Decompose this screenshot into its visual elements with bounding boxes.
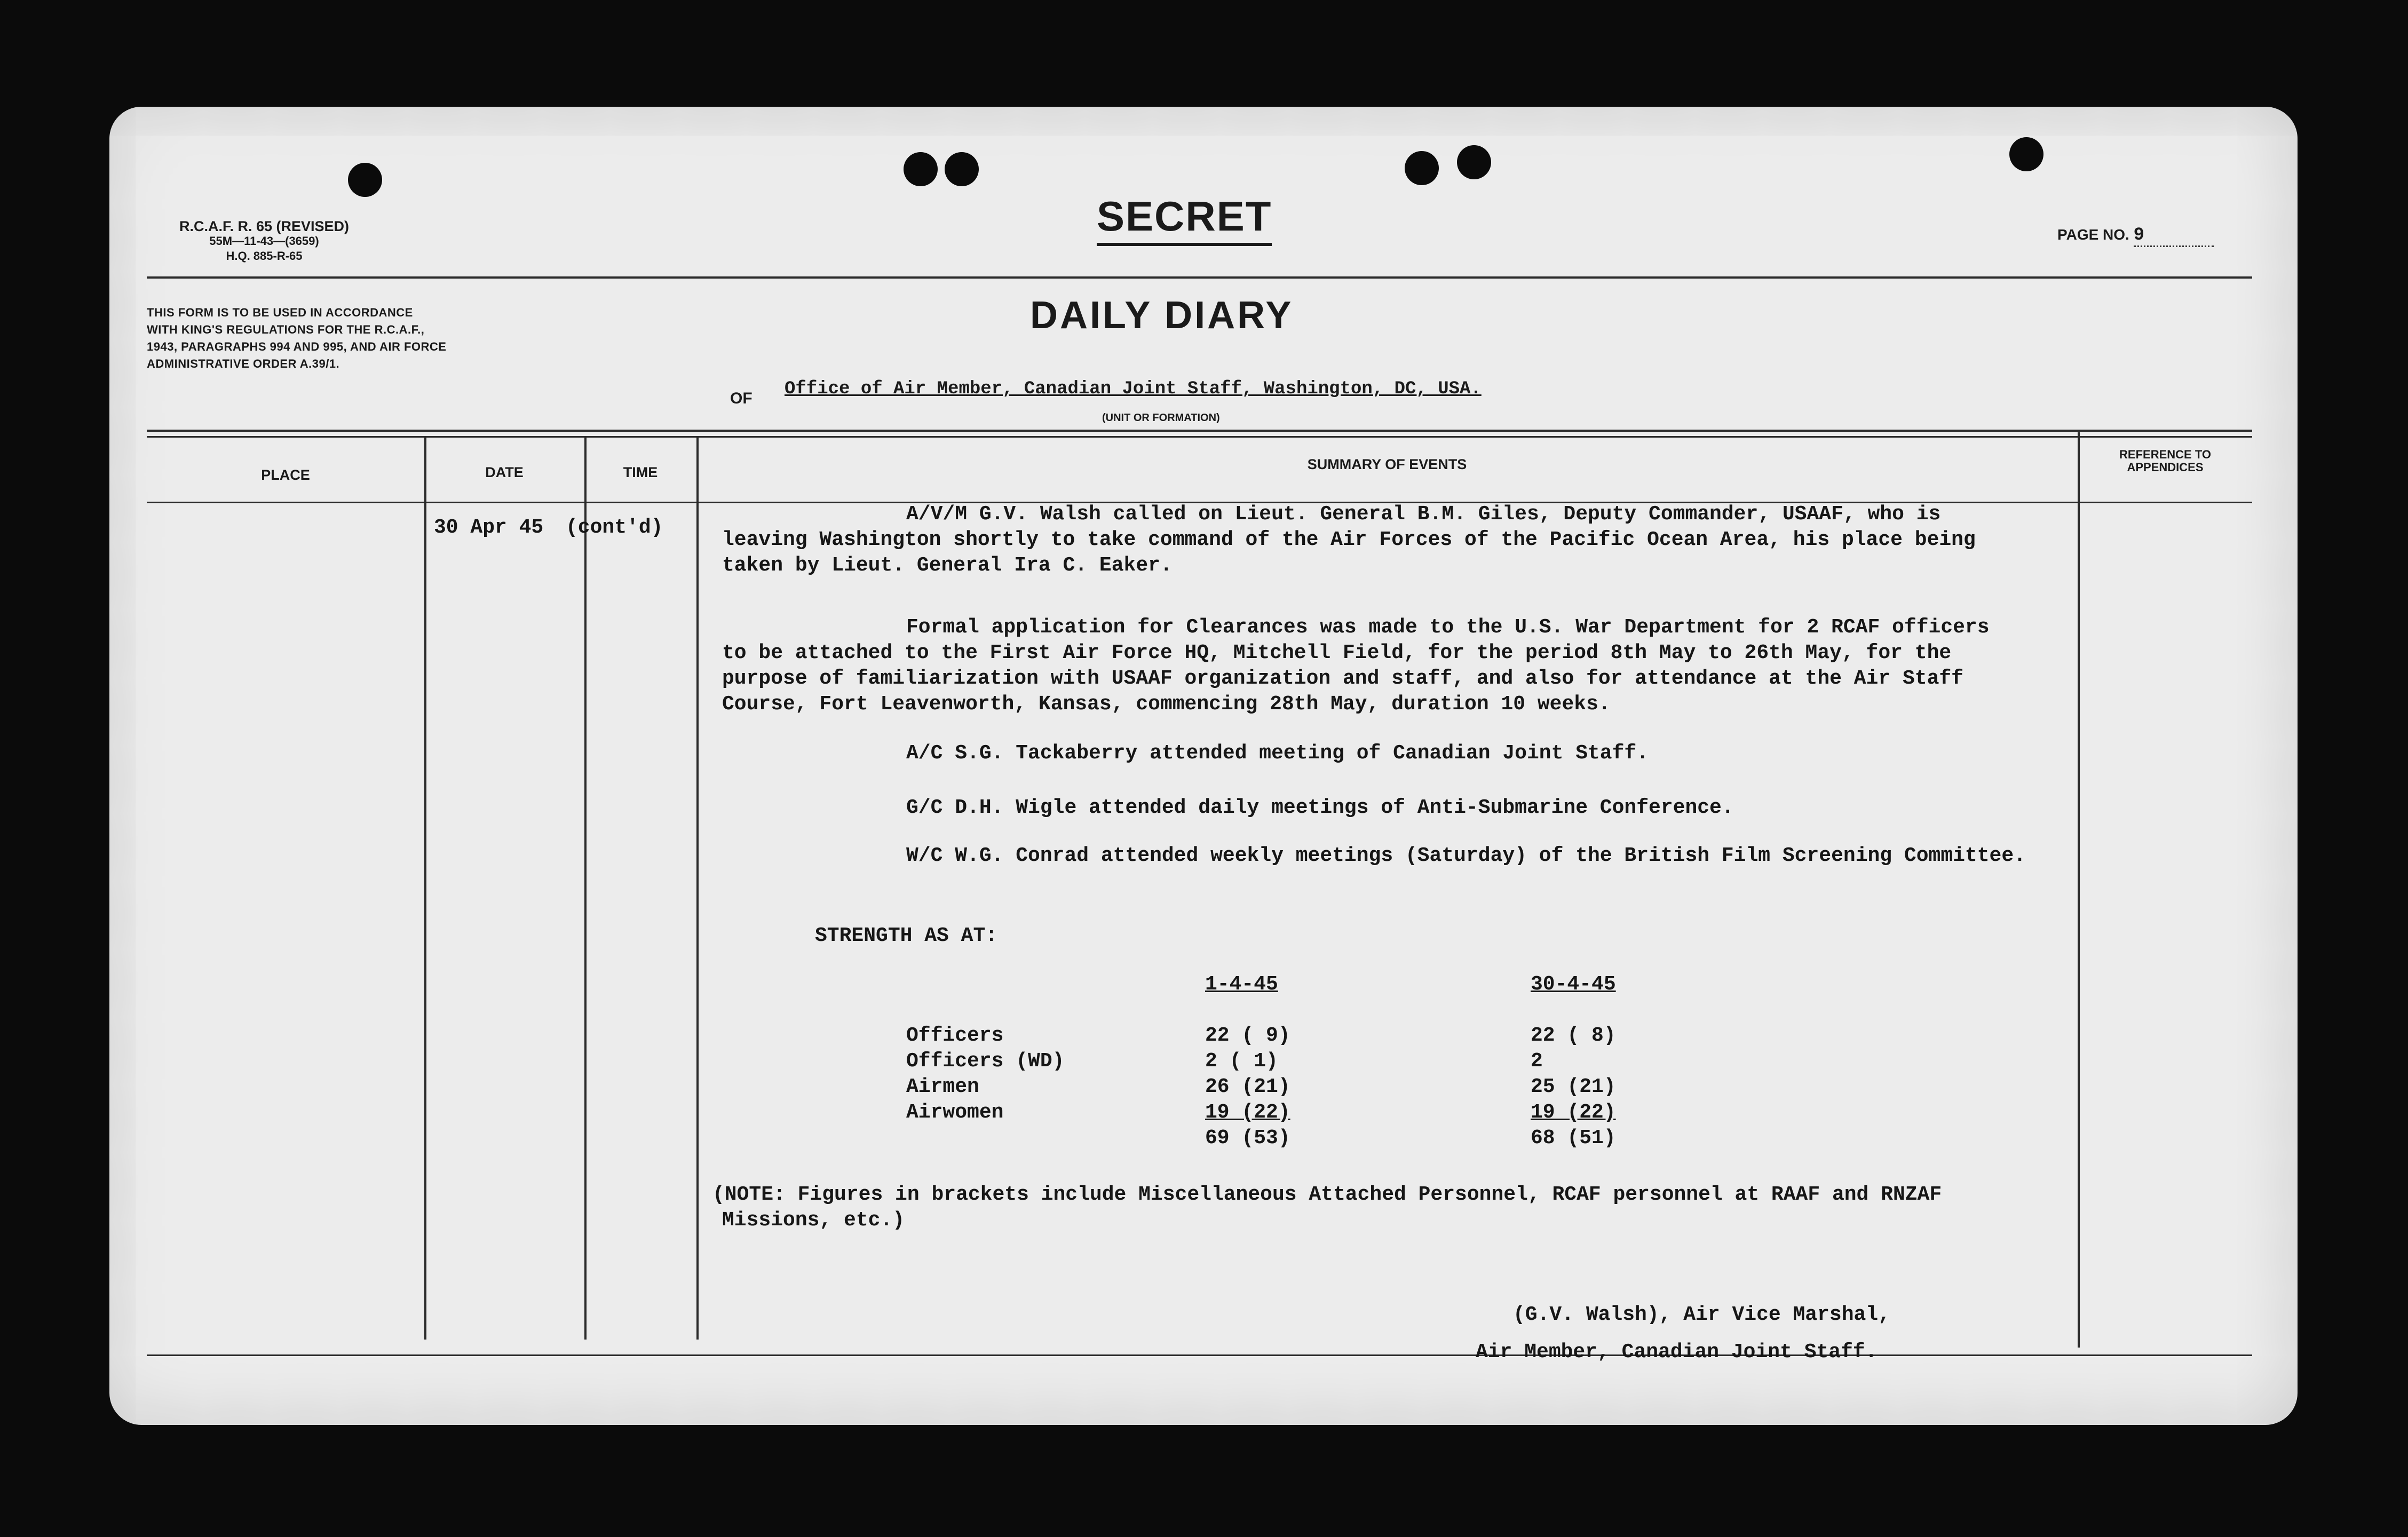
event-paragraph xyxy=(722,615,2088,717)
page-number-field xyxy=(2057,225,2214,247)
event-paragraph xyxy=(722,502,2088,579)
unit-name: Office of Air Member, Canadian Joint Staff, Washington, DC, USA. xyxy=(785,379,1482,399)
punch-hole xyxy=(2009,137,2043,171)
event-line: to be attached to the First Air Force HQ, Mitchell Field, for the period 8th May to 26th May, for the xyxy=(722,641,1952,664)
diary-title: DAILY DIARY xyxy=(1030,294,1294,337)
table-row xyxy=(906,1099,1616,1125)
regulations-line: WITH KING'S REGULATIONS FOR THE R.C.A.F., xyxy=(147,323,425,336)
security-marking: SECRET xyxy=(1097,192,1272,246)
form-number: R.C.A.F. R. 65 (REVISED) xyxy=(179,218,350,234)
strength-date-2: 30-4-45 xyxy=(1531,972,1616,996)
page-number-label: PAGE NO. xyxy=(2057,226,2129,243)
table-top-rule-2 xyxy=(147,436,2252,438)
regulations-line: THIS FORM IS TO BE USED IN ACCORDANCE xyxy=(147,306,413,319)
column-header-summary: SUMMARY OF EVENTS xyxy=(1307,456,1467,472)
column-divider-place xyxy=(424,438,426,1340)
column-divider-time xyxy=(696,438,699,1340)
regulations-line: ADMINISTRATIVE ORDER A.39/1. xyxy=(147,357,340,370)
strength-heading: STRENGTH AS AT: xyxy=(815,924,998,947)
event-line: purpose of familiarization with USAAF organization and staff, and also for attendance at the Air Staff xyxy=(722,667,1963,690)
strength-total: 68 (51) xyxy=(1531,1126,1616,1150)
form-reference xyxy=(157,219,371,264)
diary-sheet xyxy=(109,107,2298,1425)
strength-label: Airmen xyxy=(906,1075,979,1098)
punch-hole xyxy=(904,152,938,186)
page-number-value: 9 xyxy=(2134,225,2214,247)
signature-title: Air Member, Canadian Joint Staff. xyxy=(1476,1341,1878,1364)
event-line: A/V/M G.V. Walsh called on Lieut. General B.M. Giles, Deputy Commander, USAAF, who is xyxy=(906,503,1941,526)
entry-date: 30 Apr 45 xyxy=(434,516,544,539)
punch-hole xyxy=(945,152,979,186)
strength-total: 69 (53) xyxy=(1205,1126,1290,1150)
column-header-reference: REFERENCE TO APPENDICES xyxy=(2119,448,2211,474)
column-header-date: DATE xyxy=(485,464,524,480)
note-line: (NOTE: Figures in brackets include Miscellaneous Attached Personnel, RCAF personnel at RAAF and RNZAF xyxy=(712,1183,1942,1206)
event-paragraph: W/C W.G. Conrad attended weekly meetings (Saturday) of the British Film Screening Committee. xyxy=(906,844,2026,867)
print-code: 55M—11-43—(3659) xyxy=(209,234,319,248)
column-header-place: PLACE xyxy=(261,467,310,483)
strength-table xyxy=(906,971,1616,1151)
table-row xyxy=(906,1074,1616,1099)
table-top-rule xyxy=(147,430,2252,432)
unit-label: (UNIT OR FORMATION) xyxy=(1102,412,1220,424)
strength-label: Officers (WD) xyxy=(906,1049,1065,1073)
event-line: Formal application for Clearances was made to the U.S. War Department for 2 RCAF officers xyxy=(906,616,1990,639)
strength-label: Officers xyxy=(906,1024,1004,1047)
strength-value: 19 (22) xyxy=(1531,1100,1616,1124)
strength-label: Airwomen xyxy=(906,1100,1004,1124)
strength-total-row xyxy=(906,1125,1616,1151)
header-rule xyxy=(147,276,2252,279)
event-line: taken by Lieut. General Ira C. Eaker. xyxy=(722,554,1173,577)
column-header-time: TIME xyxy=(623,464,658,480)
event-paragraph: A/C S.G. Tackaberry attended meeting of Canadian Joint Staff. xyxy=(906,742,1649,765)
column-divider-date xyxy=(584,438,587,1340)
table-row xyxy=(906,1048,1616,1074)
event-line: leaving Washington shortly to take command of the Air Forces of the Pacific Ocean Area, his place being xyxy=(722,528,1976,551)
entry-time: (cont'd) xyxy=(566,516,663,539)
strength-date-1: 1-4-45 xyxy=(1205,972,1278,996)
strength-value: 2 xyxy=(1531,1049,1543,1073)
strength-header-row xyxy=(906,971,1616,997)
event-line: Course, Fort Leavenworth, Kansas, commencing 28th May, duration 10 weeks. xyxy=(722,693,1611,716)
signature-name: (G.V. Walsh), Air Vice Marshal, xyxy=(1513,1303,1890,1326)
punch-hole xyxy=(1405,151,1439,185)
strength-value: 25 (21) xyxy=(1531,1075,1616,1098)
event-paragraph: G/C D.H. Wigle attended daily meetings of Anti-Submarine Conference. xyxy=(906,796,1734,819)
table-row xyxy=(906,1023,1616,1048)
regulations-note xyxy=(147,304,563,373)
strength-value: 22 ( 8) xyxy=(1531,1024,1616,1047)
strength-value: 2 ( 1) xyxy=(1205,1049,1278,1073)
note-line: Missions, etc.) xyxy=(722,1209,905,1232)
note xyxy=(712,1182,2079,1233)
hq-reference: H.Q. 885-R-65 xyxy=(226,249,303,263)
strength-value: 26 (21) xyxy=(1205,1075,1290,1098)
punch-hole xyxy=(1457,145,1491,179)
table-bottom-rule xyxy=(147,1354,2252,1356)
strength-value: 22 ( 9) xyxy=(1205,1024,1290,1047)
punch-hole xyxy=(348,163,382,197)
of-label: OF xyxy=(730,390,752,407)
strength-value: 19 (22) xyxy=(1205,1100,1290,1124)
regulations-line: 1943, PARAGRAPHS 994 AND 995, AND AIR FORCE xyxy=(147,340,447,353)
